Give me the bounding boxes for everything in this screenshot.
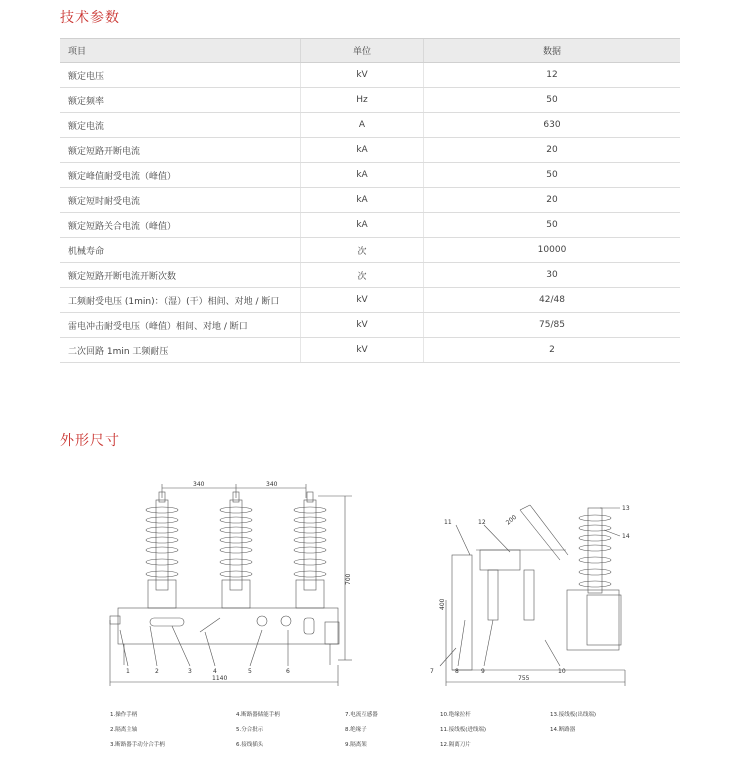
unit-cell: kA (301, 138, 424, 163)
table-row (60, 188, 680, 213)
table-row (60, 338, 680, 363)
callout-4: 4 (213, 668, 217, 675)
table-row (60, 88, 680, 113)
unit-cell: 次 (301, 238, 424, 263)
table-row (60, 163, 680, 188)
item-cell: 额定电流 (60, 113, 301, 138)
dimension-drawing (0, 470, 740, 765)
item-cell: 额定峰值耐受电流（峰值） (60, 163, 301, 188)
value-cell: 12 (424, 63, 681, 88)
legend-item: 12.隔离刀片 (440, 742, 471, 748)
legend-item: 10.绝缘拉杆 (440, 712, 471, 718)
callout-14: 14 (622, 533, 630, 540)
legend-item: 8.绝缘子 (345, 727, 367, 733)
legend-item: 14.断路器 (550, 727, 576, 733)
header-value: 数据 (424, 39, 681, 63)
unit-cell: kV (301, 63, 424, 88)
callout-1: 1 (126, 668, 130, 675)
item-cell: 额定短路关合电流（峰值） (60, 213, 301, 238)
dim-340-left: 340 (193, 481, 205, 488)
callout-6: 6 (286, 668, 290, 675)
legend-item: 7.电流互感器 (345, 712, 378, 718)
unit-cell: A (301, 113, 424, 138)
value-cell: 30 (424, 263, 681, 288)
callout-11: 11 (444, 519, 452, 526)
legend-item: 6.接线插头 (236, 742, 264, 748)
legend-item: 5.分合批示 (236, 727, 264, 733)
callout-3: 3 (188, 668, 192, 675)
value-cell: 20 (424, 138, 681, 163)
unit-cell: kA (301, 163, 424, 188)
table-row (60, 63, 680, 88)
unit-cell: Hz (301, 88, 424, 113)
value-cell: 75/85 (424, 313, 681, 338)
callout-12: 12 (478, 519, 486, 526)
value-cell: 20 (424, 188, 681, 213)
item-cell: 雷电冲击耐受电压（峰值）相间、对地 / 断口 (60, 313, 301, 338)
value-cell: 50 (424, 163, 681, 188)
front-base-box (118, 608, 338, 644)
legend-item: 1.操作手柄 (110, 712, 138, 718)
dim-340-right: 340 (266, 481, 278, 488)
unit-cell: kV (301, 288, 424, 313)
item-cell: 额定短时耐受电流 (60, 188, 301, 213)
table-row (60, 263, 680, 288)
unit-cell: kV (301, 313, 424, 338)
dim-200: 200 (504, 513, 519, 527)
callout-9: 9 (481, 668, 485, 675)
specs-table (60, 38, 680, 363)
dim-1140: 1140 (212, 675, 228, 682)
item-cell: 额定电压 (60, 63, 301, 88)
table-row (60, 288, 680, 313)
value-cell: 10000 (424, 238, 681, 263)
value-cell: 42/48 (424, 288, 681, 313)
table-row (60, 238, 680, 263)
callout-10: 10 (558, 668, 566, 675)
dim-400: 400 (439, 598, 446, 610)
item-cell: 二次回路 1min 工频耐压 (60, 338, 301, 363)
dim-755: 755 (518, 675, 530, 682)
dimensions-section-title: 外形尺寸 (60, 433, 120, 449)
item-cell: 额定短路开断电流开断次数 (60, 263, 301, 288)
specs-section-title: 技术参数 (60, 10, 120, 26)
legend-item: 4.断路器储能手柄 (236, 712, 280, 718)
unit-cell: 次 (301, 263, 424, 288)
value-cell: 50 (424, 213, 681, 238)
legend-item: 2.隔离主轴 (110, 727, 138, 733)
table-header-row (60, 39, 680, 63)
side-frame (452, 555, 472, 670)
item-cell: 工频耐受电压 (1min)：（湿）(干）相间、对地 / 断口 (60, 288, 301, 313)
legend-item: 9.隔离架 (345, 742, 367, 748)
item-cell: 机械寿命 (60, 238, 301, 263)
unit-cell: kA (301, 188, 424, 213)
callout-2: 2 (155, 668, 159, 675)
header-unit: 单位 (301, 39, 424, 63)
callout-8: 8 (455, 668, 459, 675)
table-row (60, 313, 680, 338)
dim-700: 700 (345, 573, 352, 585)
value-cell: 2 (424, 338, 681, 363)
legend-item: 13.接线板(出线端) (550, 712, 597, 718)
header-item: 项目 (60, 39, 301, 63)
callout-5: 5 (248, 668, 252, 675)
value-cell: 50 (424, 88, 681, 113)
table-row (60, 213, 680, 238)
callout-13: 13 (622, 505, 630, 512)
legend-item: 11.接线板(进线端) (440, 727, 487, 733)
table-row (60, 113, 680, 138)
item-cell: 额定短路开断电流 (60, 138, 301, 163)
unit-cell: kA (301, 213, 424, 238)
legend-item: 3.断路器手动分合手柄 (110, 742, 165, 748)
item-cell: 额定频率 (60, 88, 301, 113)
callout-7: 7 (430, 668, 434, 675)
value-cell: 630 (424, 113, 681, 138)
table-row (60, 138, 680, 163)
unit-cell: kV (301, 338, 424, 363)
